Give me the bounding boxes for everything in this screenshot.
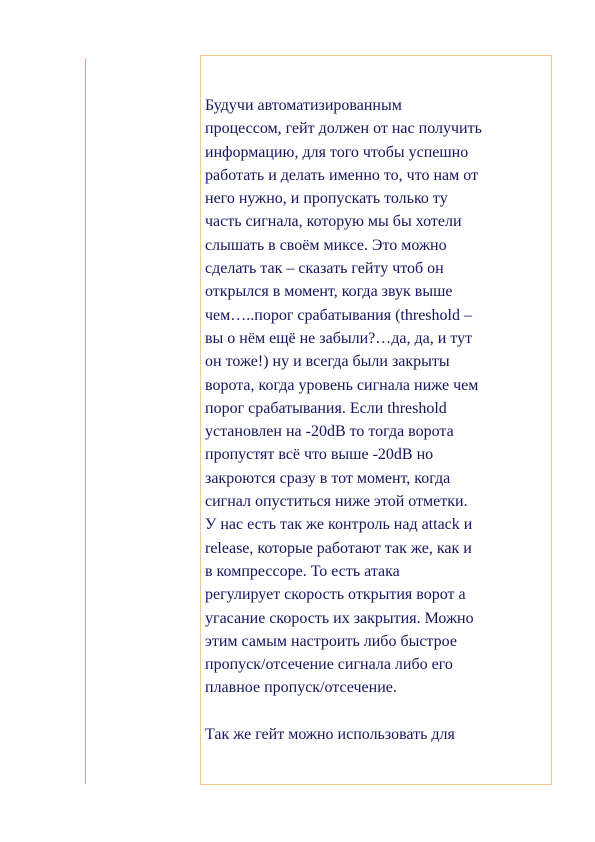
text-line: пропуск/отсечение сигнала либо его [205, 656, 453, 674]
text-line: он тоже!) ну и всегда были закрыты [205, 353, 450, 371]
paragraph-2 [205, 723, 555, 746]
paragraph-1 [205, 94, 555, 700]
text-line: плавное пропуск/отсечение. [205, 679, 397, 697]
text-line: чем…..порог срабатывания (threshold – [205, 306, 472, 324]
text-line: регулирует скорость открытия ворот а [205, 586, 466, 604]
text-line: угасание скорость их закрытия. Можно [205, 609, 474, 627]
text-line: Будучи автоматизированным [205, 97, 402, 114]
text-line: пропустят всё что выше -20dB но [205, 446, 434, 464]
document-text [205, 94, 555, 746]
text-line: работать и делать именно то, что нам от [205, 166, 479, 184]
text-line: сделать так – сказать гейту чтоб он [205, 260, 444, 278]
text-line: Так же гейт можно использовать для [205, 726, 455, 744]
text-line: порог срабатывания. Если threshold [205, 399, 447, 417]
text-line: часть сигнала, которую мы бы хотели [205, 213, 462, 231]
text-line: информацию, для того чтобы успешно [205, 143, 469, 161]
text-line: установлен на -20dB то тогда ворота [205, 423, 454, 441]
text-line: сигнал опуститься ниже этой отметки. [205, 493, 468, 511]
text-line: У нас есть так же контроль над attack и [205, 516, 473, 534]
text-line: release, которые работают так же, как и [205, 539, 472, 557]
text-line: открылся в момент, когда звук выше [205, 283, 453, 301]
margin-rule [85, 58, 86, 784]
text-line: закроются сразу в тот момент, когда [205, 469, 451, 487]
text-line: слышать в своём миксе. Это можно [205, 236, 447, 254]
text-line: в компрессоре. То есть атака [205, 562, 400, 580]
text-line: ворота, когда уровень сигнала ниже чем [205, 376, 479, 394]
paragraph-gap [205, 700, 555, 723]
text-line: процессом, гейт должен от нас получить [205, 120, 482, 138]
text-line: него нужно, и пропускать только ту [205, 190, 448, 208]
text-line: вы о нём ещё не забыли?…да, да, и тут [205, 329, 473, 347]
text-line: этим самым настроить либо быстрое [205, 632, 457, 650]
